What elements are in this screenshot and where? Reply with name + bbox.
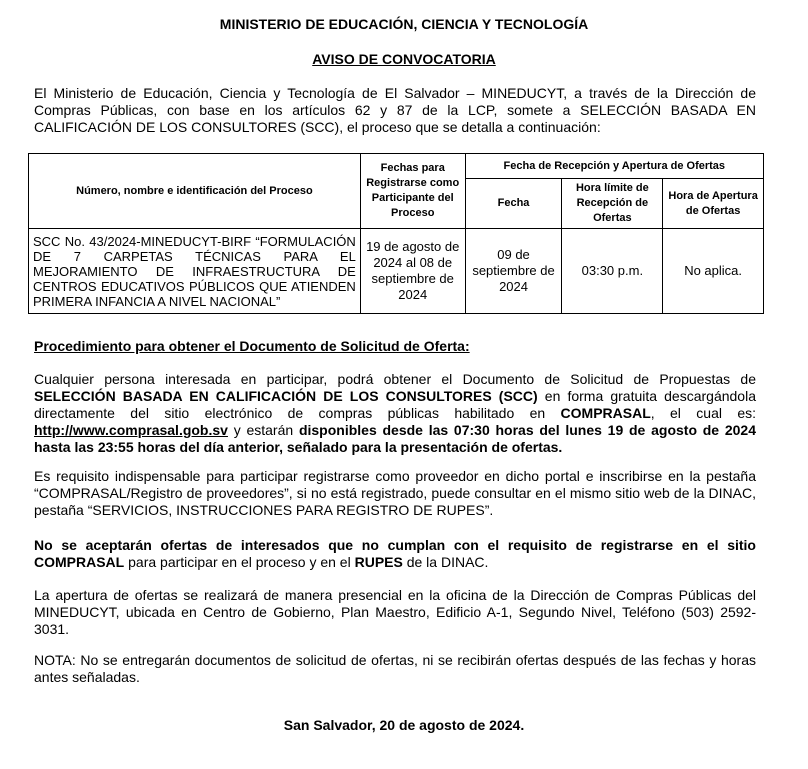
comprasal-link[interactable]: http://www.comprasal.gob.sv xyxy=(34,422,228,438)
procedure-heading: Procedimiento para obtener el Documento de Solicitud de Oferta: xyxy=(34,338,470,354)
header-deadline: Hora límite de Recepción de Ofertas xyxy=(562,179,663,229)
signature-date: San Salvador, 20 de agosto de 2024. xyxy=(283,717,525,733)
paragraph-not-accepted: No se aceptarán ofertas de interesados que no cumplan con el requisito de registrarse en el sitio COMPRASAL para participar en el proceso y en el RUPES de la DINAC. xyxy=(34,537,756,570)
deadline-cell: 03:30 p.m. xyxy=(562,229,663,314)
paragraph-requirement: Es requisito indispensable para participar registrarse como proveedor en dicho portal e inscribirse en la pestaña “COMPRASAL/Registro de proveedores”, si no está registrado, puede consultar en el mismo sitio web de la DINAC, pestaña “SERVICIOS, INSTRUCCIONES PARA REGISTRO DE RUPES”. xyxy=(34,468,756,518)
ministry-title: MINISTERIO DE EDUCACIÓN, CIENCIA Y TECNOLOGÍA xyxy=(219,16,589,32)
process-table xyxy=(28,153,764,314)
intro-paragraph: El Ministerio de Educación, Ciencia y Tecnología de El Salvador – MINEDUCYT, a través de la Dirección de Compras Públicas, con base en los artículos 62 y 87 de la LCP, somete a SELECCIÓN BASADA EN CALIFICACIÓN DE LOS CONSULTORES (SCC), el proceso que se detalla a continuación: xyxy=(34,85,756,135)
paragraph-obtain-document: Cualquier persona interesada en participar, podrá obtener el Documento de Solicitud de Propuestas de SELECCIÓN BASADA EN CALIFICACIÓN DE LOS CONSULTORES (SCC) en forma gratuita descargándola directamente del sitio electrónico de compras públicas habilitado en COMPRASAL, el cual es: http://www.comprasal.gob.sv y estarán disponibles desde las 07:30 horas del lunes 19 de agosto de 2024 hasta las 23:55 horas del día anterior, señalado para la presentación de ofertas. xyxy=(34,371,756,455)
paragraph-opening-location: La apertura de ofertas se realizará de manera presencial en la oficina de la Dirección de Compras Públicas del MINEDUCYT, ubicada en Centro de Gobierno, Plan Maestro, Edificio A-1, Segundo Nivel, Teléfono (503) 2592-3031. xyxy=(34,587,756,637)
header-process: Número, nombre e identificación del Proceso xyxy=(29,154,361,229)
notice-title: AVISO DE CONVOCATORIA xyxy=(312,51,496,67)
header-date: Fecha xyxy=(465,179,562,229)
header-reception-group: Fecha de Recepción y Apertura de Ofertas xyxy=(465,154,763,179)
opening-cell: No aplica. xyxy=(663,229,764,314)
register-dates-cell: 19 de agosto de 2024 al 08 de septiembre de 2024 xyxy=(360,229,465,314)
table-row xyxy=(29,229,764,314)
header-register-dates: Fechas para Registrarse como Participante del Proceso xyxy=(360,154,465,229)
date-cell: 09 de septiembre de 2024 xyxy=(465,229,562,314)
process-description: SCC No. 43/2024-MINEDUCYT-BIRF “FORMULACIÓN DE 7 CARPETAS TÉCNICAS PARA EL MEJORAMIENTO DE INFRAESTRUCTURA DE CENTROS EDUCATIVOS PÚBLICOS QUE ATIENDEN PRIMERA INFANCIA A NIVEL NACIONAL” xyxy=(29,229,361,314)
paragraph-note: NOTA: No se entregarán documentos de solicitud de ofertas, ni se recibirán ofertas después de las fechas y horas antes señaladas. xyxy=(34,652,756,685)
header-opening: Hora de Apertura de Ofertas xyxy=(663,179,764,229)
